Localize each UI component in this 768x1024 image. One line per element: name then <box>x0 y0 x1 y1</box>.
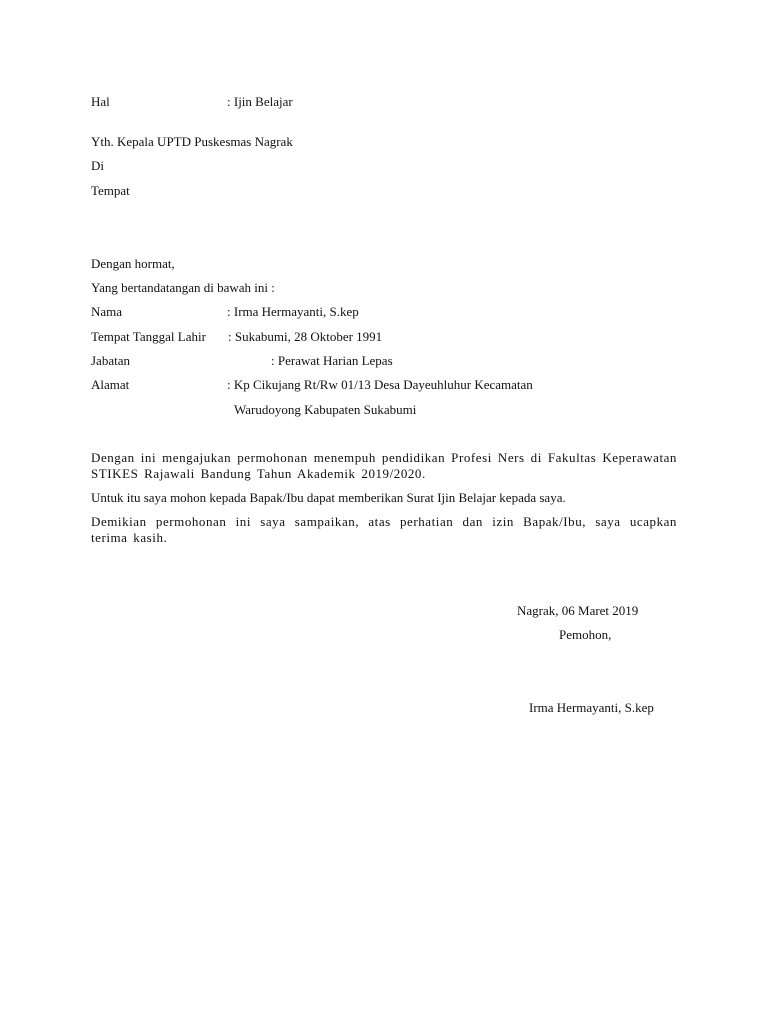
recipient-line-1: Yth. Kepala UPTD Puskesmas Nagrak <box>91 134 293 149</box>
applicant-role: Pemohon, <box>559 627 612 642</box>
signatory-name: Irma Hermayanti, S.kep <box>529 700 654 715</box>
subject-value: : Ijin Belajar <box>227 94 293 109</box>
name-label: Nama <box>91 304 123 319</box>
body-paragraph-2: Untuk itu saya mohon kepada Bapak/Ibu dapat memberikan Surat Ijin Belajar kepada saya. <box>91 490 566 505</box>
place-date: Nagrak, 06 Maret 2019 <box>517 603 639 618</box>
greeting: Dengan hormat, <box>91 256 175 271</box>
body-paragraph-3: Demikian permohonan ini saya sampaikan, atas perhatian dan izin Bapak/Ibu, saya ucapkan terima kasih. <box>91 514 677 545</box>
recipient-line-2: Di <box>91 158 104 173</box>
name-value: : Irma Hermayanti, S.kep <box>227 304 359 319</box>
address-line-2: Warudoyong Kabupaten Sukabumi <box>234 402 417 417</box>
birth-label: Tempat Tanggal Lahir <box>91 329 206 344</box>
birth-value: : Sukabumi, 28 Oktober 1991 <box>228 329 383 344</box>
body-paragraph-1: Dengan ini mengajukan permohonan menempuh pendidikan Profesi Ners di Fakultas Keperawatan STIKES Rajawali Bandung Tahun Akademik 2019/2020. <box>91 450 677 481</box>
address-line-1: : Kp Cikujang Rt/Rw 01/13 Desa Dayeuhluhur Kecamatan <box>227 377 533 392</box>
address-label: Alamat <box>91 377 130 392</box>
recipient-line-3: Tempat <box>91 183 130 198</box>
position-value: : Perawat Harian Lepas <box>271 353 393 368</box>
intro-line: Yang bertandatangan di bawah ini : <box>91 280 275 295</box>
position-label: Jabatan <box>91 353 130 368</box>
subject-label: Hal <box>91 94 110 109</box>
